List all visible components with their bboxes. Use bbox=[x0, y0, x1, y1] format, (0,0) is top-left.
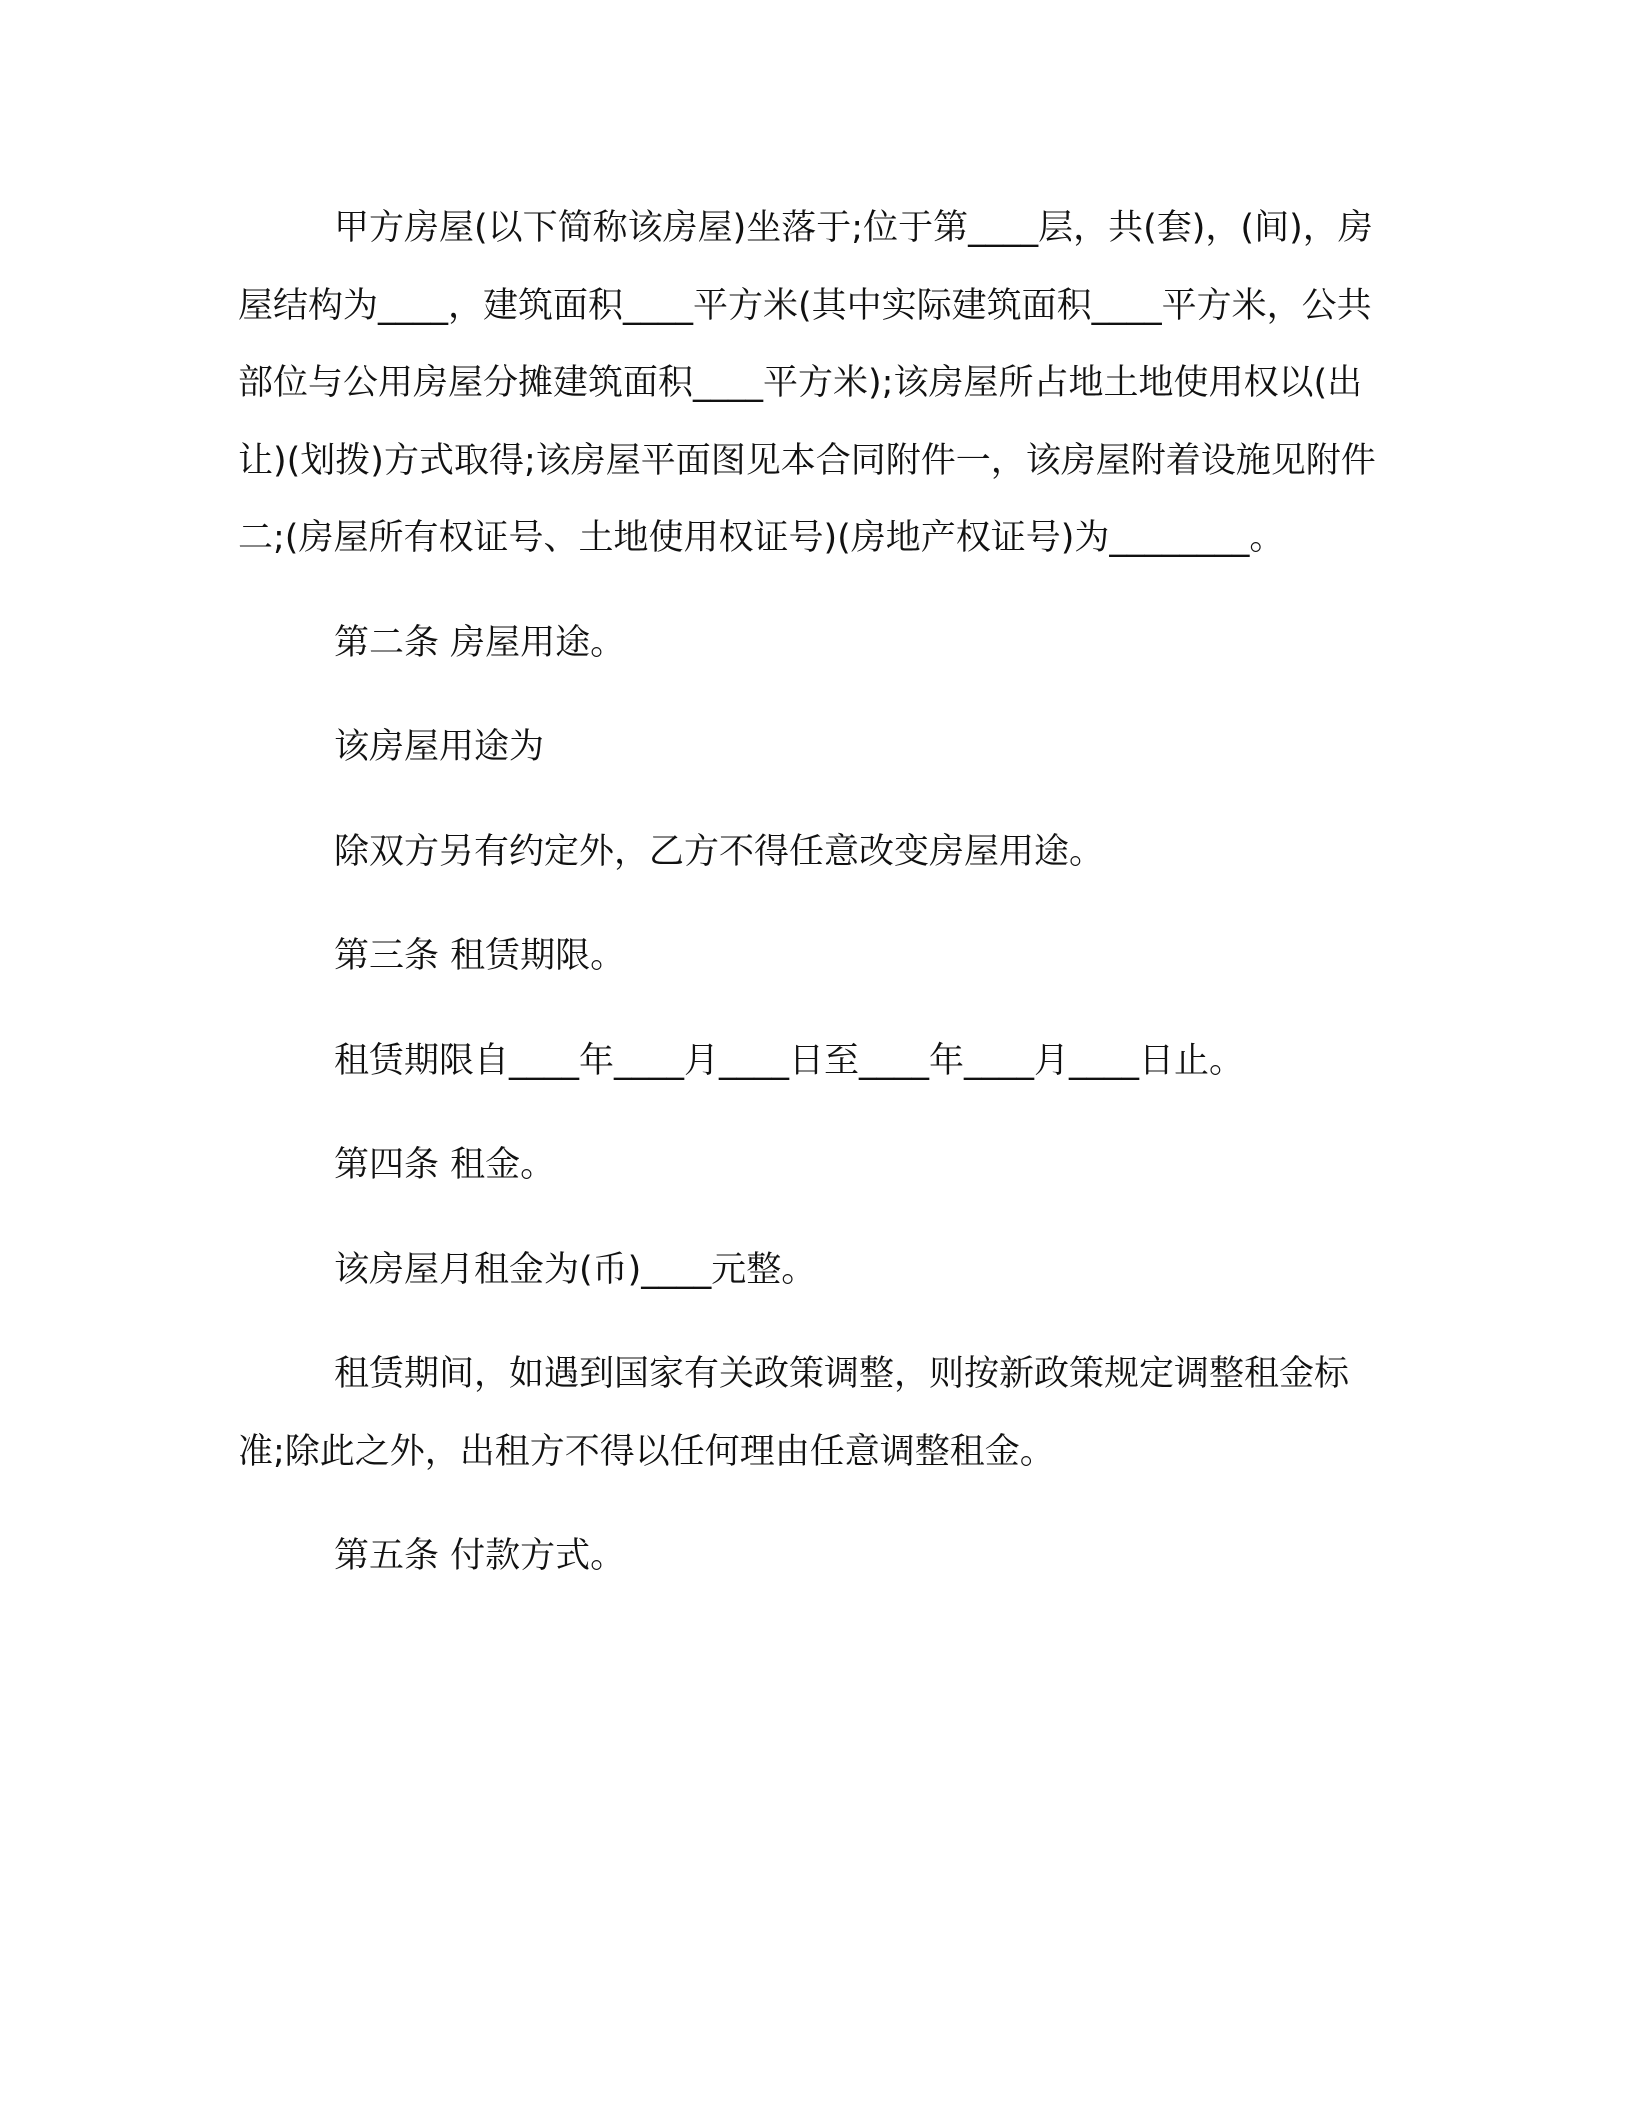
paragraph-rent-adjustment: 租赁期间，如遇到国家有关政策调整，则按新政策规定调整租金标准;除此之外，出租方不得以任何理由任意调整租金。 bbox=[238, 1354, 1350, 1472]
article-2-heading: 第二条 房屋用途。 bbox=[334, 622, 626, 663]
article-3-heading: 第三条 租赁期限。 bbox=[334, 936, 626, 976]
article-4-heading: 第四条 租金。 bbox=[334, 1145, 556, 1185]
paragraph-property-use: 该房屋用途为 bbox=[334, 727, 545, 767]
paragraph-property-description: 甲方房屋(以下简称该房屋)坐落于;位于第____层，共(套)，(间)，房屋结构为____，建筑面积____平方米(其中实际建筑面积____平方米，公共部位与公用房屋分摊建筑面积____平方米);该房屋所占地土地使用权以(出让)(划拨)方式取得;该房屋平面图见本合同附件一，该房屋附着设施见附件二;(房屋所有权证号、土地使用权证号)(房地产权证号)为________。 bbox=[238, 208, 1376, 558]
paragraph-lease-term: 租赁期限自____年____月____日至____年____月____日止。 bbox=[334, 1040, 1245, 1081]
article-5-heading: 第五条 付款方式。 bbox=[334, 1536, 626, 1576]
document-body bbox=[238, 190, 1388, 1596]
paragraph-monthly-rent: 该房屋月租金为(币)____元整。 bbox=[334, 1249, 817, 1290]
paragraph-use-restriction: 除双方另有约定外，乙方不得任意改变房屋用途。 bbox=[334, 831, 1105, 872]
